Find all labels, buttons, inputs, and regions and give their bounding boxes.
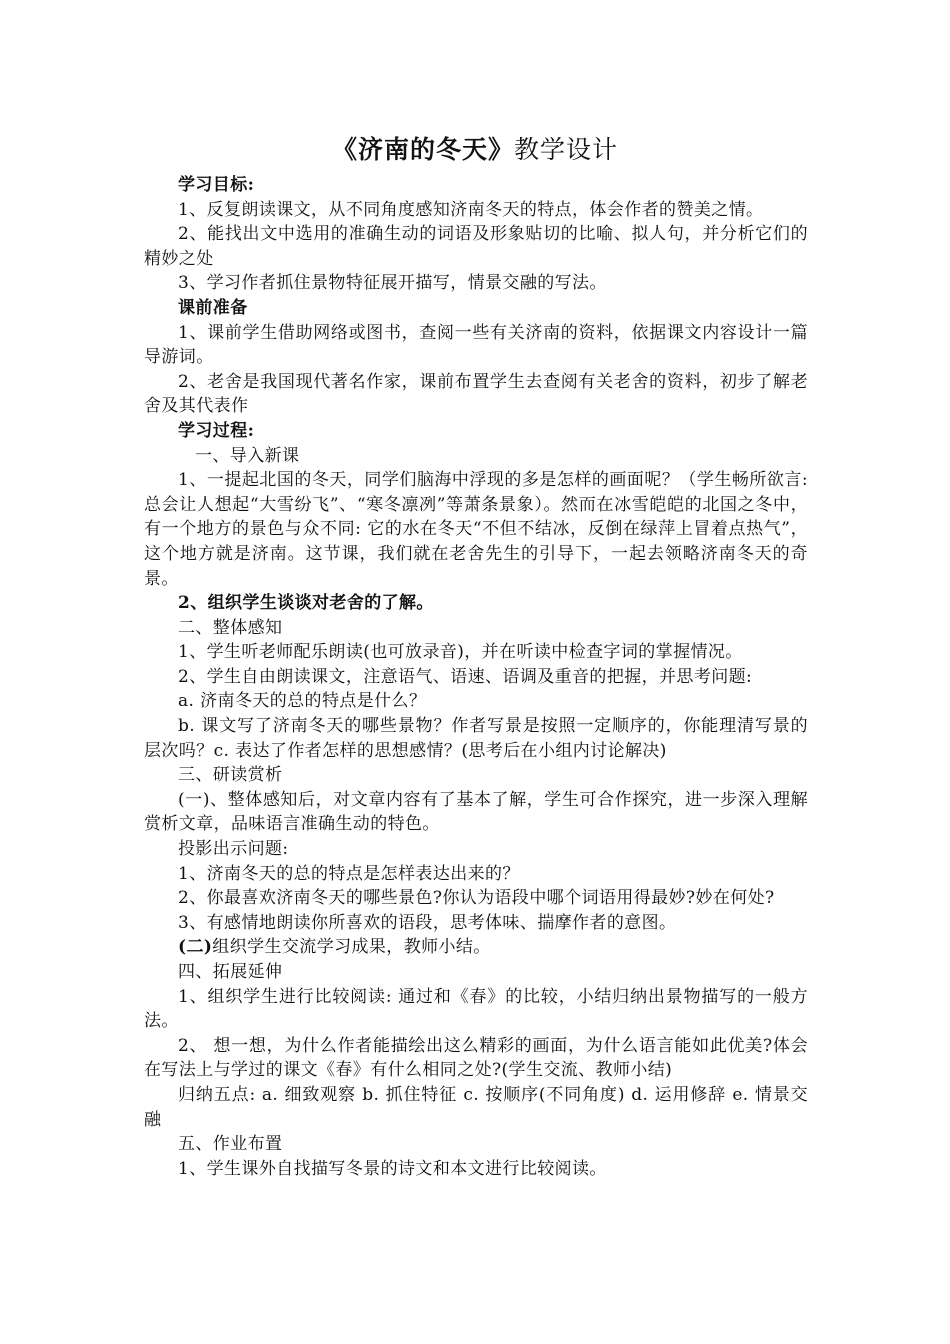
study-para-2 <box>144 935 808 960</box>
question-b: b. 课文写了济南冬天的哪些景物？作者写景是按照一定顺序的，你能理清写景的层次吗？c. 表达了作者怎样的思想感情？(思考后在小组内讨论解决) <box>144 716 808 761</box>
goal-1: 1、反复朗读课文，从不同角度感知济南冬天的特点，体会作者的赞美之情。 <box>178 199 764 220</box>
heading-preparation: 课前准备 <box>178 297 248 318</box>
overall-para-2: 2、学生自由朗读课文，注意语气、语速、语调及重音的把握，并思考问题: <box>178 666 753 687</box>
study-para-1: (一)、整体感知后，对文章内容有了基本了解，学生可合作探究，进一步深入理解赏析文章，品味语言准确生动的特色。 <box>144 789 808 835</box>
section-intro-heading: 一、导入新课 <box>195 445 300 466</box>
prep-2: 2、老舍是我国现代著名作家，课前布置学生去查阅有关老舍的资料，初步了解老舍及其代表作 <box>144 371 808 417</box>
projection-q3: 3、有感情地朗读你所喜欢的语段，思考体味、揣摩作者的意图。 <box>178 912 677 933</box>
intro-para-1: 1、一提起北国的冬天，同学们脑海中浮现的多是怎样的画面呢？（学生畅所欲言: 总会让人想起“大雪纷飞”、“寒冬凛冽”等萧条景象）。然而在冰雪皑皑的北国之冬中，有一个地方的景色与众不同: 它的水在冬天“不但不结冰，反倒在绿萍上冒着点热气”，这个地方就是济南。这节课，我们就在老舍先生的引导下，一起去领略济南冬天的奇景。 <box>144 470 808 589</box>
goal-3: 3、学习作者抓住景物特征展开描写，情景交融的写法。 <box>178 273 607 294</box>
heading-process: 学习过程: <box>178 420 255 441</box>
projection-label: 投影出示问题: <box>178 839 289 860</box>
section-overall-heading: 二、整体感知 <box>178 617 283 638</box>
projection-q2: 2、你最喜欢济南冬天的哪些景色?你认为语段中哪个词语用得最妙?妙在何处? <box>178 888 775 909</box>
homework-para-1: 1、学生课外自找描写冬景的诗文和本文进行比较阅读。 <box>178 1158 607 1179</box>
heading-learning-goals: 学习目标: <box>178 175 255 195</box>
question-a: a. 济南冬天的总的特点是什么？ <box>178 691 427 712</box>
document-title <box>0 130 950 170</box>
overall-para-1: 1、学生听老师配乐朗读(也可放录音)，并在听读中检查字词的掌握情况。 <box>178 642 743 663</box>
section-extension-heading: 四、拓展延伸 <box>178 962 283 982</box>
title-bold-part: 《济南的冬天》 <box>331 135 514 164</box>
section-homework-heading: 五、作业布置 <box>178 1134 283 1155</box>
goal-2: 2、能找出文中选用的准确生动的词语及形象贴切的比喻、拟人句，并分析它们的精妙之处 <box>144 224 808 269</box>
title-rest-part: 教学设计 <box>514 135 619 164</box>
intro-para-2: 2、组织学生谈谈对老舍的了解。 <box>178 593 434 614</box>
extension-para-1: 1、组织学生进行比较阅读: 通过和《春》的比较，小结归纳出景物描写的一般方法。 <box>144 986 808 1032</box>
extension-summary: 归纳五点: a. 细致观察 b. 抓住特征 c. 按顺序(不同角度) d. 运用修辞 e. 情景交融 <box>144 1084 808 1130</box>
study-para-2-text: 组织学生交流学习成果，教师小结。 <box>212 937 491 958</box>
projection-q1: 1、济南冬天的总的特点是怎样表达出来的？ <box>178 863 520 884</box>
document-body <box>144 173 808 1181</box>
section-study-heading: 三、研读赏析 <box>178 765 283 786</box>
extension-para-2: 2、 想一想，为什么作者能描绘出这么精彩的画面，为什么语言能如此优美?体会在写法上与学过的课文《春》有什么相同之处?(学生交流、教师小结) <box>144 1035 808 1081</box>
prep-1: 1、课前学生借助网络或图书，查阅一些有关济南的资料，依据课文内容设计一篇导游词。 <box>144 322 808 368</box>
section-two-label: (二) <box>178 937 213 958</box>
